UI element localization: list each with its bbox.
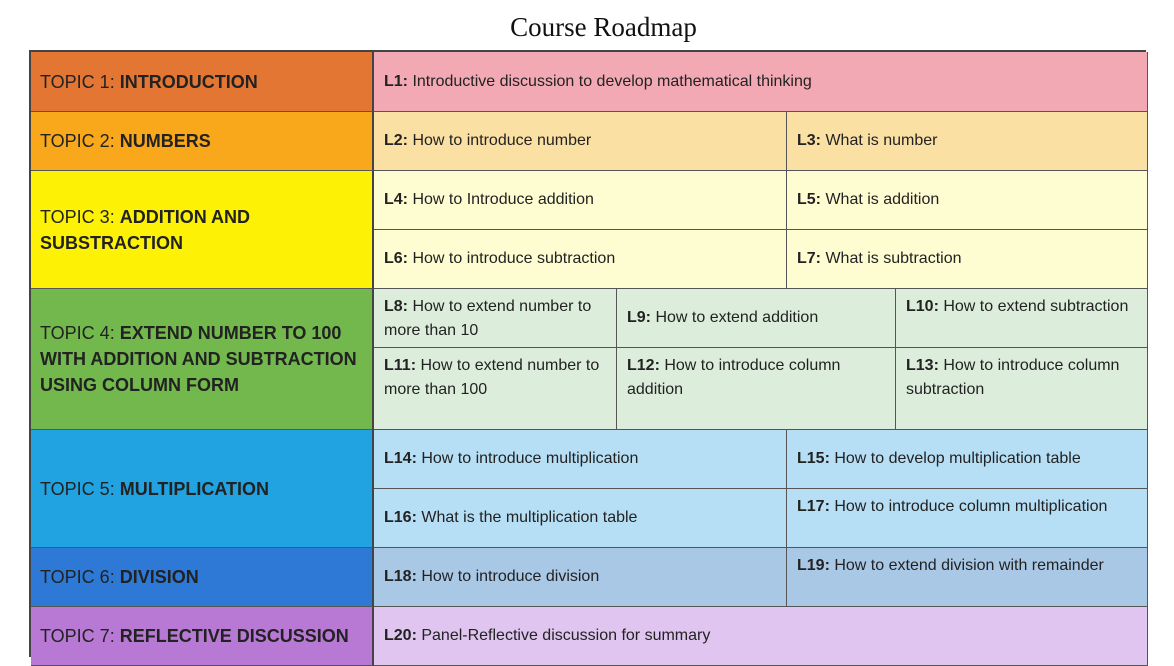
lesson-code: L8: (384, 298, 408, 315)
lesson-text: How to introduce column addition (627, 357, 841, 398)
lesson-text: How to Introduce addition (408, 191, 594, 208)
lesson-code: L1: (384, 72, 408, 90)
topic-7-name: REFLECTIVE DISCUSSION (119, 626, 349, 646)
topic-2-cell (31, 112, 374, 171)
lesson-text: Panel-Reflective discussion for summary (416, 627, 711, 644)
topic-3-cell (31, 171, 374, 289)
lesson-code: L5: (797, 191, 821, 208)
lesson-text: How to extend division with remainder (829, 557, 1104, 574)
lesson-code: L4: (384, 191, 408, 208)
lesson-code: L16: (384, 509, 417, 526)
lesson-text: How to extend subtraction (938, 298, 1129, 315)
lesson-text: Introductive discussion to develop mathematical thinking (408, 72, 812, 90)
lesson-20-cell (374, 607, 1148, 666)
topic-6-name: DIVISION (119, 567, 199, 587)
lesson-text: How to introduce column multiplication (829, 498, 1108, 515)
page-title: Course Roadmap (510, 12, 697, 42)
topic-6-prefix: TOPIC 6: (40, 567, 120, 587)
topic-1-cell (31, 52, 374, 112)
lesson-18-cell (374, 548, 787, 607)
lesson-text: How to introduce column subtraction (906, 357, 1120, 398)
lesson-code: L12: (627, 357, 660, 374)
lesson-text: What is number (821, 132, 938, 149)
lesson-7-cell (787, 230, 1148, 289)
topic-1-prefix: TOPIC 1: (40, 71, 120, 92)
roadmap-table (29, 50, 1146, 657)
topic-7-prefix: TOPIC 7: (40, 626, 120, 646)
lesson-text: How to extend number to more than 10 (384, 298, 592, 339)
lesson-code: L14: (384, 450, 417, 467)
topic-5-name: MULTIPLICATION (119, 478, 270, 499)
lesson-14-cell (374, 430, 787, 489)
lesson-13-cell (896, 348, 1148, 430)
lesson-16-cell (374, 489, 787, 548)
lesson-1-cell (374, 52, 1148, 112)
lesson-code: L20: (384, 627, 417, 644)
lesson-code: L13: (906, 357, 939, 374)
lesson-text: How to introduce division (416, 568, 600, 585)
lesson-code: L17: (797, 498, 830, 515)
lesson-6-cell (374, 230, 787, 289)
lesson-text: How to introduce number (408, 132, 592, 149)
lesson-15-cell (787, 430, 1148, 489)
topic-5-cell (31, 430, 374, 548)
topic-2-prefix: TOPIC 2: (40, 131, 120, 151)
lesson-text: How to introduce multiplication (416, 450, 639, 467)
lesson-12-cell (617, 348, 896, 430)
lesson-8-cell (374, 289, 617, 348)
topic-5-prefix: TOPIC 5: (40, 478, 120, 499)
lesson-text: What is the multiplication table (416, 509, 638, 526)
lesson-text: How to introduce subtraction (408, 250, 616, 267)
lesson-11-cell (374, 348, 617, 430)
lesson-text: What is addition (821, 191, 940, 208)
lesson-code: L18: (384, 568, 417, 585)
lesson-code: L15: (797, 450, 830, 467)
lesson-5-cell (787, 171, 1148, 230)
topic-4-prefix: TOPIC 4: (40, 323, 120, 343)
topic-2-name: NUMBERS (119, 131, 211, 151)
topic-6-cell (31, 548, 374, 607)
lesson-17-cell (787, 489, 1148, 548)
topic-4-name: EXTEND NUMBER TO 100 WITH ADDITION AND SUBTRACTION USING COLUMN FORM (40, 323, 357, 395)
lesson-2-cell (374, 112, 787, 171)
lesson-code: L11: (384, 357, 417, 374)
lesson-10-cell (896, 289, 1148, 348)
lesson-code: L9: (627, 309, 651, 326)
lesson-code: L6: (384, 250, 408, 267)
topic-3-name: ADDITION AND SUBSTRACTION (40, 206, 251, 253)
topic-1-name: INTRODUCTION (119, 71, 258, 92)
lesson-19-cell (787, 548, 1148, 607)
lesson-9-cell (617, 289, 896, 348)
lesson-text: How to develop multiplication table (829, 450, 1081, 467)
lesson-text: How to extend number to more than 100 (384, 357, 600, 398)
lesson-text: How to extend addition (651, 309, 819, 326)
lesson-text: What is subtraction (821, 250, 962, 267)
lesson-code: L19: (797, 557, 830, 574)
topic-4-cell (31, 289, 374, 430)
topic-3-prefix: TOPIC 3: (40, 206, 120, 227)
topic-7-cell (31, 607, 374, 666)
lesson-code: L2: (384, 132, 408, 149)
lesson-code: L7: (797, 250, 821, 267)
lesson-3-cell (787, 112, 1148, 171)
lesson-4-cell (374, 171, 787, 230)
lesson-code: L3: (797, 132, 821, 149)
lesson-code: L10: (906, 298, 939, 315)
